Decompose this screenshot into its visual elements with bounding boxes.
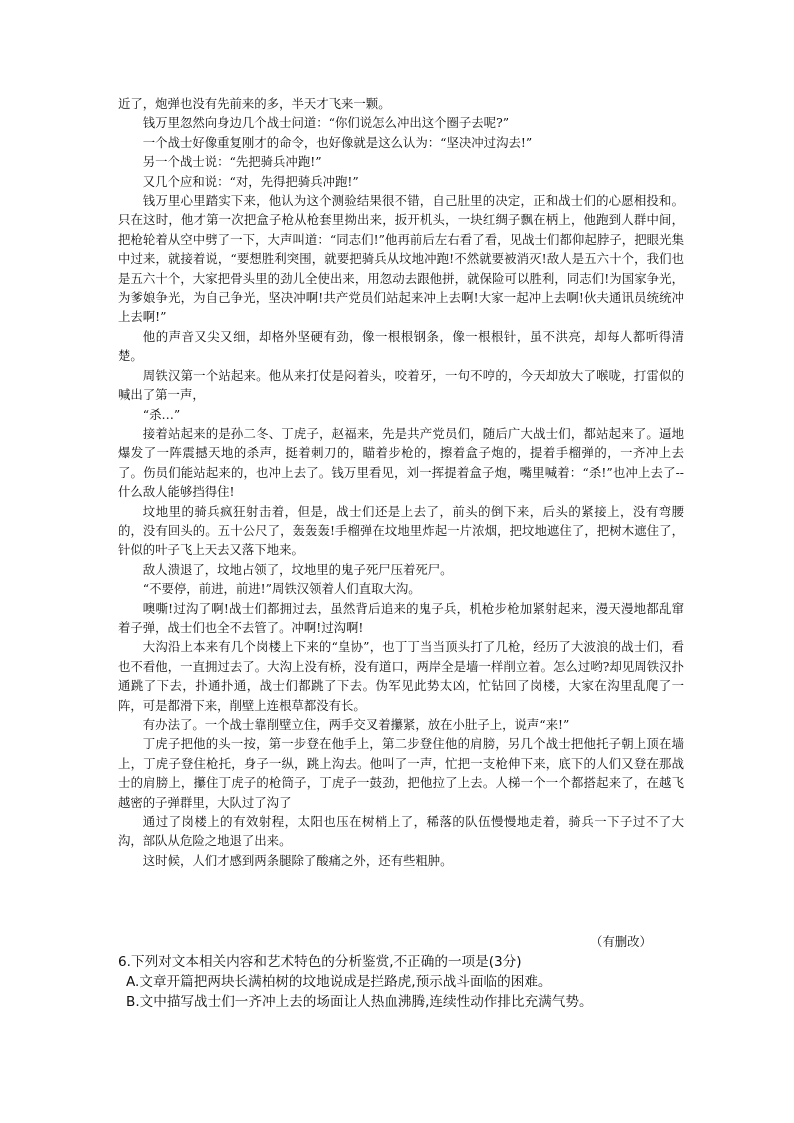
passage-paragraph: 一个战士好像重复刚才的命令，也好像就是这么认为：“坚决冲过沟去!” — [142, 134, 533, 150]
passage-paragraph: 这时候，人们才感到两条腿除了酸痛之外，还有些粗肿。 — [142, 852, 453, 868]
passage-paragraph: 通过了岗楼上的有效射程，太阳也压在树梢上了，稀落的队伍慢慢地走着，骑兵一下子过不了大沟，部队从危险之地退了出来。 — [118, 814, 684, 849]
passage-paragraph: 噢嘶!过沟了啊!战士们都拥过去，虽然背后追来的鬼子兵，机枪步枪加紧射起来，漫天漫地都乱窜着子弹，战士们也全不去管了。冲啊!过沟啊! — [118, 600, 684, 635]
passage — [118, 94, 684, 870]
passage-paragraph: 钱万里忽然向身边几个战士问道：“你们说怎么冲出这个圈子去呢?” — [142, 115, 510, 131]
option-a: A.文章开篇把两块长满柏树的坟地说成是拦路虎,预示战斗面临的困难。 — [126, 974, 552, 990]
passage-paragraph: 接着站起来的是孙二冬、丁虎子，赵福来，先是共产党员们，随后广大战士们，都站起来了。逼地爆发了一阵震撼天地的杀声，挺着刺刀的，瞄着步枪的，擦着盒子炮的，提着手榴弹的，一齐冲上去了。伤员们能站起来的，也冲上去了。钱万里看见，刘一挥提着盒子炮，嘴里喊着：“杀!”也冲上去了--什么敌人能够挡得住! — [118, 425, 684, 500]
passage-paragraph: 周铁汉第一个站起来。他从来打仗是闷着头，咬着牙，一句不哼的，今天却放大了喉咙，打雷似的喊出了第一声， — [118, 367, 684, 403]
passage-paragraph: 他的声音又尖又细，却格外坚硬有劲，像一根根钢条，像一根根针，虽不洪亮，却每人都听得清楚。 — [118, 328, 684, 364]
passage-paragraph: 丁虎子把他的头一按，第一步登在他手上，第二步登住他的肩膀，另几个战士把他托子朝上顶在墙上，丁虎子登住枪托，身子一纵，跳上沟去。他叫了一声，忙把一支枪伸下来，底下的人们又登在那战士的肩膀上，攥住丁虎子的枪筒子，丁虎子一鼓劲，把他拉了上去。人梯一个一个都搭起来了，在越飞越密的子弹群里，大队过了沟了 — [118, 736, 684, 810]
question-stem: 6.下列对文本相关内容和艺术特色的分析鉴赏,不正确的一项是(3分) — [118, 954, 522, 970]
passage-paragraph: “杀…” — [142, 406, 181, 422]
option-b: B.文中描写战士们一齐冲上去的场面让人热血沸腾,连续性动作排比充满气势。 — [126, 994, 593, 1010]
passage-paragraph: 有办法了。一个战士靠削壁立住，两手交叉着攥紧，放在小肚子上，说声“来!” — [142, 717, 570, 732]
question-block — [118, 952, 688, 1012]
passage-paragraph: 坟地里的骑兵疯狂射击着，但是，战士们还是上去了，前头的倒下来，后头的紧接上，没有弯腰的，没有回头的。五十公尺了，轰轰轰!手榴弹在坟地里炸起一片浓烟，把坟地遮住了，把树木遮住了，针似的叶子飞上天去又落下地来。 — [118, 503, 684, 558]
passage-paragraph: 近了，炮弹也没有先前来的多，半天才飞来一颗。 — [118, 96, 391, 111]
source-note: （有删改） — [590, 934, 652, 949]
passage-paragraph: 敌人溃退了，坟地占领了，坟地里的鬼子死尸压着死尸。 — [142, 561, 453, 577]
passage-paragraph: 钱万里心里踏实下来，他认为这个测验结果很不错，自己肚里的决定，正和战士们的心愿相投和。只在这时，他才第一次把盒子枪从枪套里拗出来，扳开机头，一块红绸子飘在柄上，他跑到人群中间，把枪轮着从空中劈了一下，大声叫道：“同志们!”他再前后左右看了看，见战士们都仰起脖子，把眼光集中过来，就接着说，“要想胜利突围，就要把骑兵从坟地冲跑!不然就要被消灭!敌人是五六十个，我们也是五六十个，大家把骨头里的劲儿全使出来，用忽动去跟他拼，就保险可以胜利，同志们!为国家争光，为爹娘争光，为自己争光，坚决冲啊!共产党员们站起来冲上去啊!大家一起冲上去啊!伙夫通讯员统统冲上去啊!” — [118, 193, 684, 325]
passage-paragraph: 又几个应和说：“对，先得把骑兵冲跑!” — [142, 173, 359, 189]
passage-paragraph: 大沟沿上本来有几个岗楼上下来的“皇协”，也丁丁当当顶头打了几枪，经历了大波浪的战士们，看也不看他，一直拥过去了。大沟上没有桥，没有道口，两岸全是墙一样削立着。怎么过哟?却见周铁汉扑通跳了下去，扑通扑通，战士们都跳了下去。伪军见此势太凶，忙钻回了岗楼，大家在沟里乱爬了一阵，可是都滑下来，削壁上连根草都没有长。 — [118, 639, 684, 713]
passage-paragraph: 另一个战士说：“先把骑兵冲跑!” — [142, 154, 322, 170]
passage-paragraph: “不要停，前进，前进!”周铁汉领着人们直取大沟。 — [142, 581, 421, 597]
